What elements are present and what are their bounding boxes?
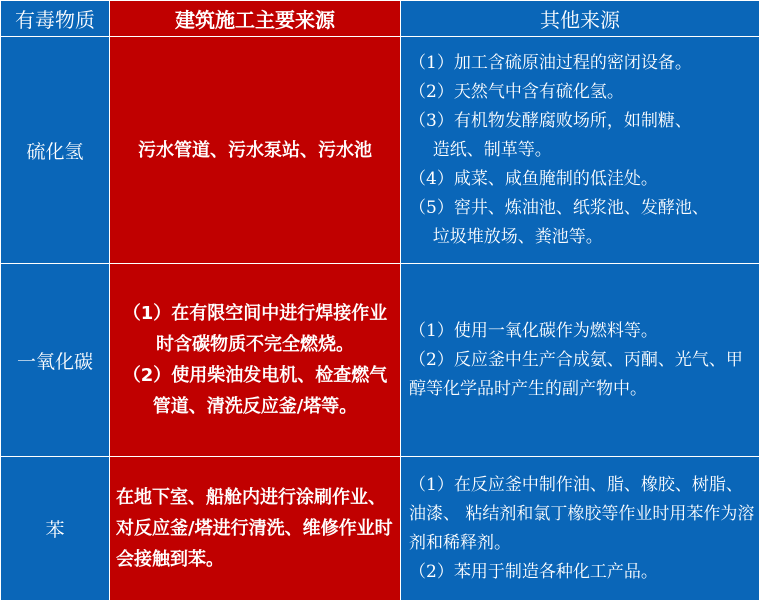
header-row (1, 1, 760, 37)
construction-source-text: （1）在有限空间中进行焊接作业时含碳物质不完全燃烧。 (122, 303, 388, 355)
other-source-line: （5）窖井、炼油池、纸浆池、发酵池、 (409, 197, 709, 218)
construction-source-text: 污水管道、污水泵站、污水池 (138, 139, 372, 161)
header-substance: 有毒物质 (1, 1, 110, 37)
other-source-line: （4）咸菜、咸鱼腌制的低洼处。 (409, 168, 658, 189)
other-source-line: （3）有机物发酵腐败场所，如制糖、 (409, 110, 692, 131)
other-sources-cell (401, 264, 760, 457)
construction-sources-cell (110, 457, 401, 601)
substance-name: 硫化氢 (1, 37, 110, 264)
other-source-line: 垃圾堆放场、粪池等。 (432, 226, 603, 247)
other-source-line: 造纸、制革等。 (432, 139, 552, 160)
other-sources-cell (401, 37, 760, 264)
header-other-sources: 其他来源 (401, 1, 760, 37)
substance-name: 苯 (1, 457, 110, 601)
table-row (1, 37, 760, 264)
construction-sources-cell (110, 37, 401, 264)
table-row (1, 264, 760, 457)
other-source-line: （2）反应釜中生产合成氨、丙酮、光气、甲醇等化学品时产生的副产物中。 (409, 349, 743, 399)
table-row (1, 457, 760, 601)
other-sources-cell (401, 457, 760, 601)
construction-sources-cell (110, 264, 401, 457)
construction-source-text: （2）使用柴油发电机、检查燃气管道、清洗反应釜/塔等。 (122, 365, 388, 417)
other-source-line: （1）使用一氧化碳作为燃料等。 (409, 320, 658, 341)
other-source-line: （2）天然气中含有硫化氢。 (409, 81, 624, 102)
substance-name: 一氧化碳 (1, 264, 110, 457)
other-source-line: （1）加工含硫原油过程的密闭设备。 (409, 52, 692, 73)
other-source-line: （2）苯用于制造各种化工产品。 (409, 561, 658, 582)
header-construction-sources: 建筑施工主要来源 (110, 1, 401, 37)
construction-source-text: 在地下室、船舱内进行涂刷作业、对反应釜/塔进行清洗、维修作业时会接触到苯。 (116, 487, 393, 570)
other-source-line: （1）在反应釜中制作油、脂、橡胶、树脂、油漆、 粘结剂和氯丁橡胶等作业时用苯作为溶剂和稀释剂。 (409, 474, 755, 553)
